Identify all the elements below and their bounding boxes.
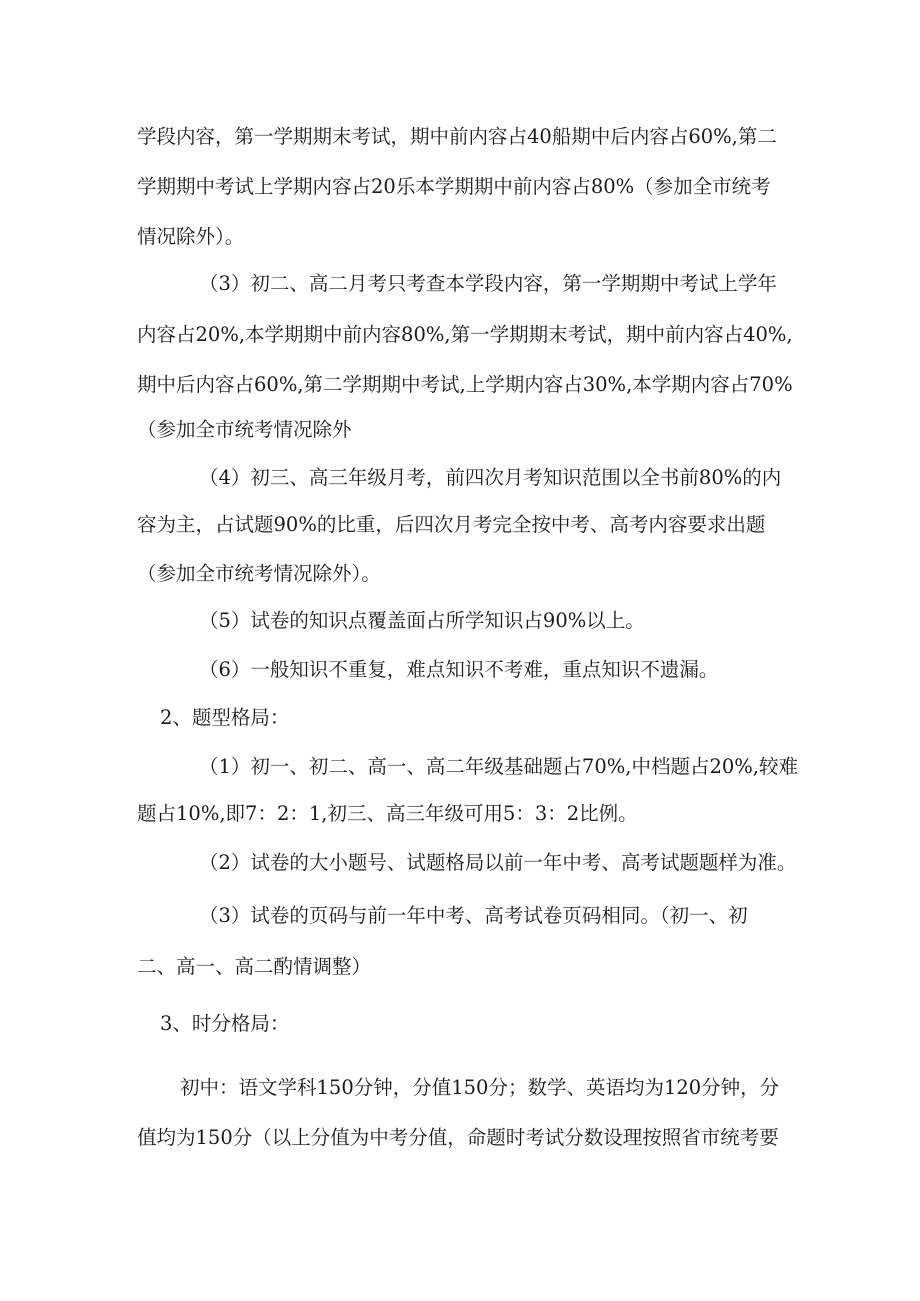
- text-line: （3）试卷的页码与前一年中考、高考试卷页码相同。（初一、初: [199, 904, 748, 927]
- text-line: 内容占20%,本学期期中前内容80%,第一学期期末考试，期中前内容占40%,: [137, 323, 793, 346]
- text-line: 容为主，占试题90%的比重，后四次月考完全按中考、高考内容要求出题: [137, 513, 766, 536]
- text-line: （5）试卷的知识点覆盖面占所学知识占90%以上。: [199, 609, 645, 632]
- section-heading: 3、时分格局：: [160, 1012, 290, 1035]
- text-line: 学期期中考试上学期内容占20乐本学期期中前内容占80%（参加全市统考: [137, 175, 771, 198]
- text-line: （2）试卷的大小题号、试题格局以前一年中考、高考试题题样为准。: [199, 851, 797, 874]
- text-line: （1）初一、初二、高一、高二年级基础题占70%,中档题占20%,较难: [199, 755, 798, 778]
- text-line: 二、高一、高二酌情调整）: [137, 955, 372, 978]
- text-line: 学段内容，第一学期期末考试，期中前内容占40船期中后内容占60%,第二: [137, 125, 777, 148]
- text-line: （参加全市统考情况除外: [137, 418, 352, 441]
- text-line: （4）初三、高三年级月考，前四次月考知识范围以全书前80%的内: [199, 466, 782, 489]
- section-heading: 2、题型格局：: [160, 706, 290, 729]
- text-line: 值均为150分（以上分值为中考分值，命题时考试分数设理按照省市统考要: [137, 1126, 779, 1149]
- text-line: 题占10%,即7：2：1,初三、高三年级可用5：3：2比例。: [137, 802, 638, 825]
- text-line: （6）一般知识不重复，难点知识不考难，重点知识不遗漏。: [199, 658, 719, 681]
- text-line: 期中后内容占60%,第二学期期中考试,上学期内容占30%,本学期内容占70%: [137, 373, 793, 396]
- text-line: （参加全市统考情况除外）。: [137, 562, 381, 585]
- text-line: 初中：语文学科150分钟，分值150分；数学、英语均为120分钟，分: [180, 1076, 780, 1099]
- text-line: 情况除外）。: [137, 225, 245, 248]
- text-line: （3）初二、高二月考只考查本学段内容，第一学期期中考试上学年: [199, 272, 777, 295]
